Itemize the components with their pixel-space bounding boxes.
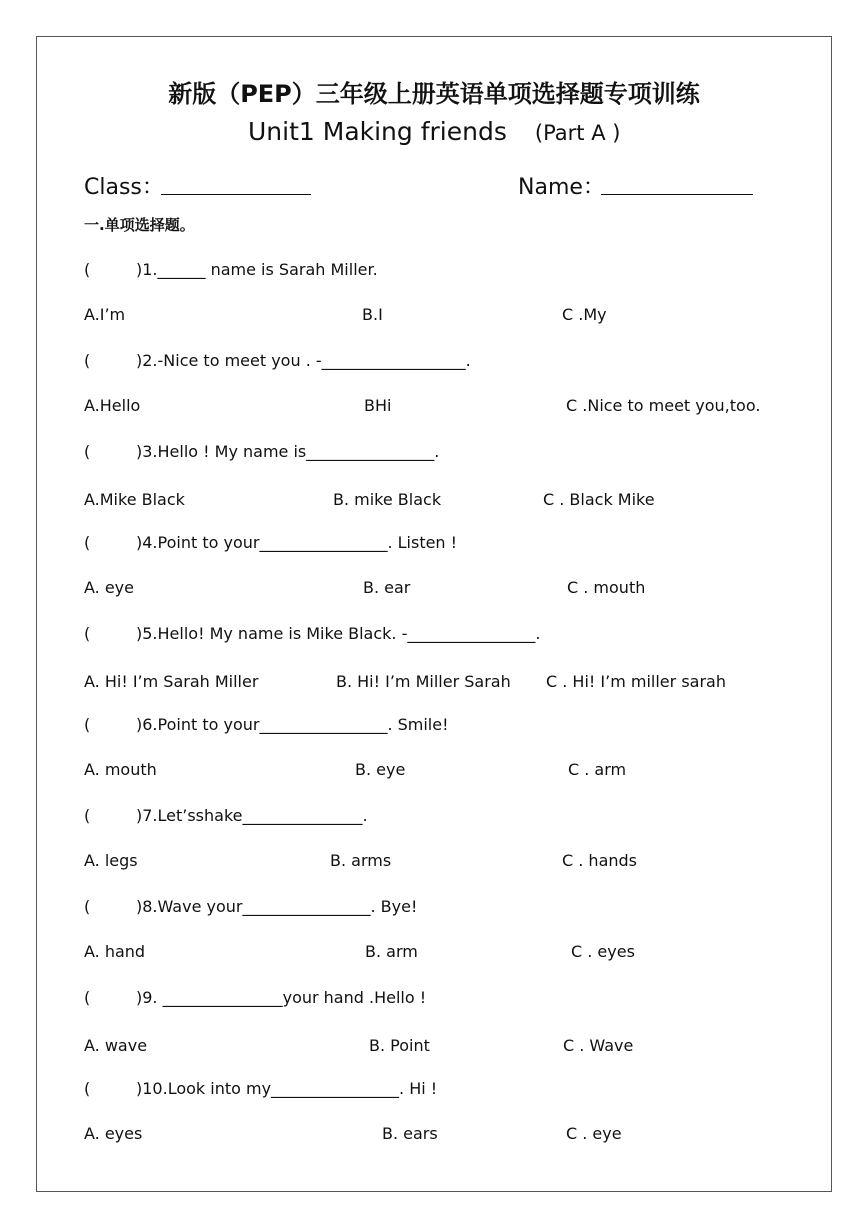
- option-b: B.I: [362, 305, 383, 324]
- page-border: [36, 36, 832, 1192]
- answer-paren[interactable]: (: [84, 260, 91, 279]
- question-stem: )2.-Nice to meet you . -__________________.: [136, 351, 471, 370]
- option-b: B. Point: [369, 1036, 430, 1055]
- question-9: [84, 988, 426, 1007]
- answer-paren[interactable]: (: [84, 533, 91, 552]
- option-c: C . Wave: [563, 1036, 634, 1055]
- option-a: A. hand: [84, 942, 146, 961]
- answer-paren[interactable]: (: [84, 715, 91, 734]
- question-1: [84, 260, 378, 279]
- option-b: B. Hi! I’m Miller Sarah: [336, 672, 511, 691]
- class-label: Class：: [84, 175, 164, 200]
- question-stem: )10.Look into my________________. Hi !: [136, 1079, 438, 1098]
- question-stem: )4.Point to your________________. Listen !: [136, 533, 458, 552]
- answer-paren[interactable]: (: [84, 442, 91, 461]
- worksheet-subtitle: [248, 117, 620, 146]
- question-7: [84, 806, 368, 825]
- option-b: B. ears: [382, 1124, 438, 1143]
- option-c: C . mouth: [567, 578, 646, 597]
- name-blank[interactable]: [601, 194, 753, 195]
- question-2: [84, 351, 471, 370]
- answer-paren[interactable]: (: [84, 806, 91, 825]
- option-a: A. Hi! I’m Sarah Miller: [84, 672, 259, 691]
- question-stem: )9. _______________your hand .Hello !: [136, 988, 427, 1007]
- option-c: C . Black Mike: [543, 490, 655, 509]
- answer-paren[interactable]: (: [84, 897, 91, 916]
- option-c: C . arm: [568, 760, 627, 779]
- option-a: A. mouth: [84, 760, 157, 779]
- part-label: (Part A ): [534, 121, 621, 145]
- option-b: BHi: [364, 396, 392, 415]
- option-a: A. legs: [84, 851, 138, 870]
- question-10: [84, 1079, 437, 1098]
- option-c: C .My: [562, 305, 607, 324]
- question-stem: )7.Let’sshake_______________.: [136, 806, 368, 825]
- option-a: A. eye: [84, 578, 134, 597]
- name-label: Name：: [518, 175, 605, 200]
- question-6: [84, 715, 449, 734]
- option-a: A.I’m: [84, 305, 126, 324]
- option-c: C . hands: [562, 851, 638, 870]
- answer-paren[interactable]: (: [84, 351, 91, 370]
- question-5: [84, 624, 540, 643]
- option-a: A. eyes: [84, 1124, 143, 1143]
- option-c: C .Nice to meet you,too.: [566, 396, 761, 415]
- answer-paren[interactable]: (: [84, 988, 91, 1007]
- option-a: A. wave: [84, 1036, 148, 1055]
- option-b: B. arms: [330, 851, 392, 870]
- option-c: C . eye: [566, 1124, 622, 1143]
- unit-title: Unit1 Making friends: [248, 117, 507, 146]
- question-stem: )8.Wave your________________. Bye!: [136, 897, 418, 916]
- option-b: B. arm: [365, 942, 418, 961]
- option-b: B. ear: [363, 578, 411, 597]
- answer-paren[interactable]: (: [84, 1079, 91, 1098]
- question-stem: )5.Hello! My name is Mike Black. -________________.: [136, 624, 541, 643]
- section-heading: 一.单项选择题。: [84, 216, 195, 234]
- option-a: A.Mike Black: [84, 490, 185, 509]
- option-b: B. mike Black: [333, 490, 442, 509]
- question-3: [84, 442, 439, 461]
- question-stem: )1.______ name is Sarah Miller.: [136, 260, 378, 279]
- option-c: C . Hi! I’m miller sarah: [546, 672, 726, 691]
- question-stem: )3.Hello ! My name is________________.: [136, 442, 440, 461]
- option-a: A.Hello: [84, 396, 141, 415]
- worksheet-title: 新版（PEP）三年级上册英语单项选择题专项训练: [168, 80, 700, 108]
- question-4: [84, 533, 457, 552]
- class-blank[interactable]: [161, 194, 311, 195]
- answer-paren[interactable]: (: [84, 624, 91, 643]
- option-c: C . eyes: [571, 942, 635, 961]
- question-8: [84, 897, 417, 916]
- question-stem: )6.Point to your________________. Smile!: [136, 715, 449, 734]
- option-b: B. eye: [355, 760, 406, 779]
